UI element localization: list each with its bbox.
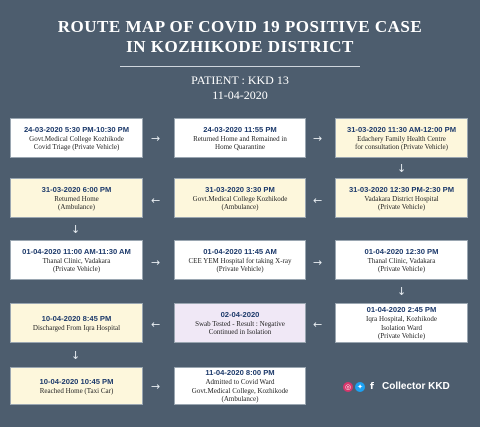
social-footer	[343, 381, 450, 392]
node-9-datetime: 01-04-2020 12:30 PM	[364, 246, 439, 256]
route-node-7	[10, 240, 143, 280]
node-14-line-1: Admitted to Covid Ward	[205, 378, 275, 387]
arrow-down-icon: ↓	[71, 349, 81, 362]
node-12-datetime: 10-04-2020 8:45 PM	[41, 313, 112, 323]
node-6-line-2: (Ambulance)	[58, 203, 95, 211]
arrow-down-icon: ↓	[397, 285, 407, 298]
node-3-line-2: for consultation (Private Vehicle)	[355, 143, 448, 151]
node-10-line-3: (Private Vehicle)	[377, 332, 426, 341]
node-11-line-2: Continued in Isolation	[208, 328, 272, 336]
node-1-line-1: Govt.Medical College Kozhikode	[29, 134, 124, 143]
node-10-line-1: Iqra Hospital, Kozhikode	[366, 315, 437, 324]
node-8-line-1: CEE YEM Hospital for taking X-ray	[188, 256, 292, 265]
node-3-line-1: Edachery Family Health Centre	[357, 134, 446, 143]
node-4-datetime: 31-03-2020 12:30 PM-2:30 PM	[348, 184, 455, 194]
route-node-5	[174, 178, 306, 218]
node-4-line-1: Vadakara District Hospital	[364, 194, 439, 203]
route-node-6	[10, 178, 143, 218]
node-7-datetime: 01-04-2020 11:00 AM-11:30 AM	[22, 246, 131, 256]
twitter-icon[interactable]: ✦	[355, 382, 365, 392]
route-node-4	[335, 178, 468, 218]
arrow-right-icon: →	[313, 256, 323, 269]
node-5-line-2: (Ambulance)	[221, 203, 259, 211]
node-7-line-2: (Private Vehicle)	[52, 265, 101, 273]
route-node-8	[174, 240, 306, 280]
node-8-line-2: (Private Vehicle)	[216, 265, 264, 273]
route-node-2	[174, 118, 306, 158]
route-node-10	[335, 303, 468, 343]
arrow-right-icon: →	[151, 380, 161, 393]
node-11-datetime: 02-04-2020	[220, 309, 260, 319]
node-4-line-2: (Private Vehicle)	[377, 203, 426, 211]
node-11-line-1: Swab Tested - Result : Negative	[195, 319, 285, 328]
node-13-line-1: Reached Home (Taxi Car)	[39, 386, 114, 395]
node-14-line-2: Govt.Medical College, Kozhikode	[191, 386, 289, 395]
node-9-line-1: Thanal Clinic, Vadakara	[367, 256, 436, 265]
route-node-3	[335, 118, 468, 158]
instagram-icon[interactable]: ◎	[344, 382, 352, 391]
node-5-datetime: 31-03-2020 3:30 PM	[205, 184, 275, 194]
node-9-line-2: (Private Vehicle)	[377, 265, 426, 273]
node-1-line-2: Covid Triage (Private Vehicle)	[33, 143, 120, 151]
node-6-datetime: 31-03-2020 6:00 PM	[41, 184, 112, 194]
node-10-line-2: Isolation Ward	[380, 323, 423, 332]
node-8-datetime: 01-04-2020 11:45 AM	[203, 246, 277, 256]
title-divider	[120, 66, 360, 67]
node-3-datetime: 31-03-2020 11:30 AM-12:00 PM	[346, 124, 457, 134]
route-node-13	[10, 367, 143, 405]
route-node-1	[10, 118, 143, 158]
node-5-line-1: Govt.Medical College Kozhikode	[192, 194, 288, 203]
route-node-9	[335, 240, 468, 280]
title-line-1: ROUTE MAP OF COVID 19 POSITIVE CASE	[57, 17, 423, 36]
node-14-datetime: 11-04-2020 8:00 PM	[205, 368, 275, 378]
node-12-line-1: Discharged From Iqra Hospital	[32, 323, 121, 332]
node-13-datetime: 10-04-2020 10:45 PM	[39, 376, 114, 386]
arrow-left-icon: ←	[313, 194, 323, 207]
node-14-line-3: (Ambulance)	[221, 395, 259, 404]
node-6-line-1: Returned Home	[54, 194, 99, 203]
title-line-2: IN KOZHIKODE DISTRICT	[126, 37, 354, 56]
arrow-right-icon: →	[151, 132, 161, 145]
route-node-11	[174, 303, 306, 343]
arrow-left-icon: ←	[313, 318, 323, 331]
footer-handle: Collector KKD	[382, 381, 450, 392]
report-date: 11-04-2020	[212, 88, 268, 102]
arrow-left-icon: ←	[151, 318, 161, 331]
node-2-line-2: Home Quarantine	[215, 143, 265, 151]
node-10-datetime: 01-04-2020 2:45 PM	[366, 305, 437, 315]
arrow-down-icon: ↓	[71, 223, 81, 236]
arrow-left-icon: ←	[151, 194, 161, 207]
arrow-right-icon: →	[313, 132, 323, 145]
node-1-datetime: 24-03-2020 5:30 PM-10:30 PM	[23, 124, 130, 134]
arrow-right-icon: →	[151, 256, 161, 269]
route-node-14	[174, 367, 306, 405]
node-2-line-1: Returned Home and Remained in	[193, 134, 287, 143]
node-2-datetime: 24-03-2020 11:55 PM	[203, 124, 277, 134]
patient-label: PATIENT : KKD 13	[191, 73, 289, 87]
facebook-icon[interactable]: f	[367, 382, 377, 392]
route-node-12	[10, 303, 143, 343]
node-7-line-1: Thanal Clinic, Vadakara	[42, 256, 111, 265]
arrow-down-icon: ↓	[397, 162, 407, 175]
